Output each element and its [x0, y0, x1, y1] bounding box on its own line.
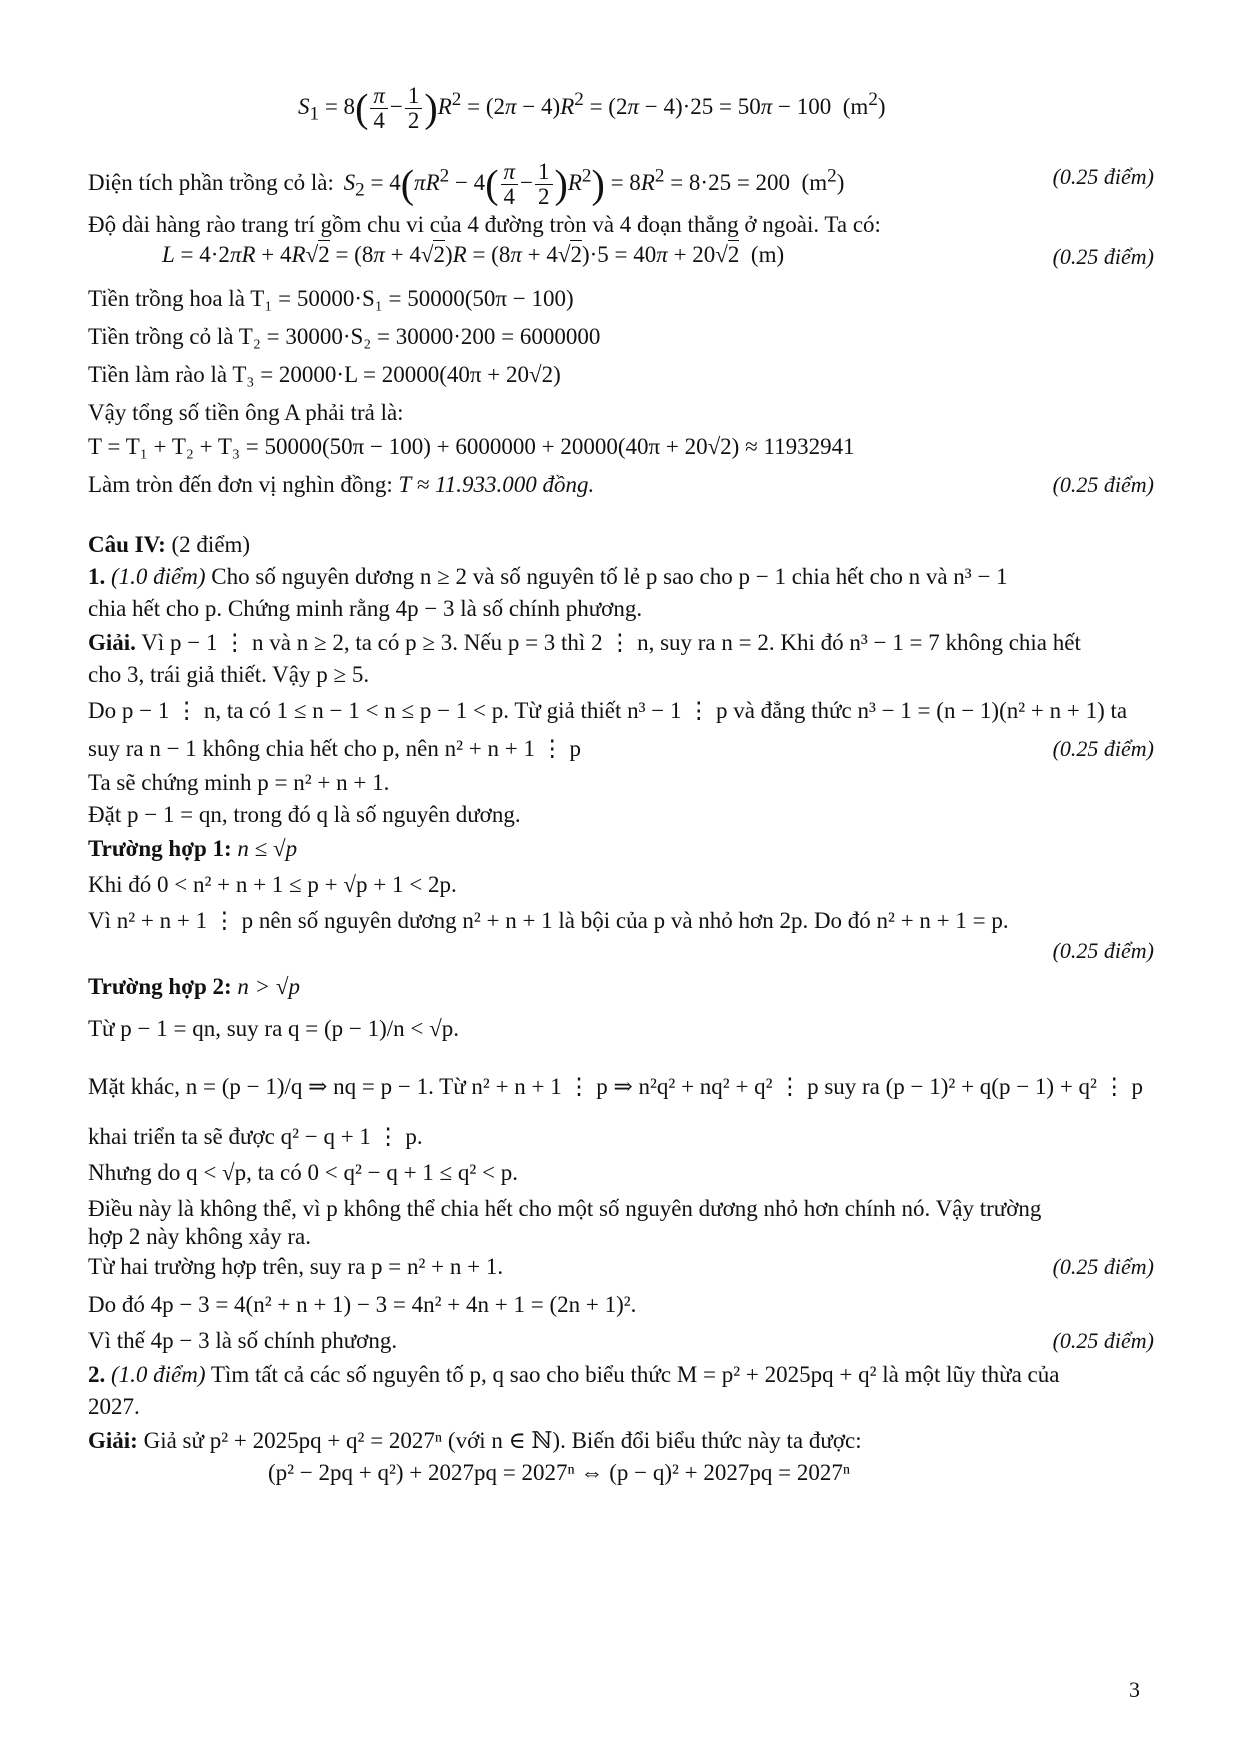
- line-s2: Diện tích phần trồng cỏ là: $S_2 = 4(\pi R^2 - 4$( $\frac{\pi}{4}$ − $\frac{1}{2}$ )$R^2) = 8R^2 = 8\cdot 25 = 200$ $(m^2)$: [88, 159, 845, 209]
- formula-s1: $S_1 = 8$( $\frac{\pi}{4}$ − $\frac{1}{2}$ )$R^2 = (2\pi - 4)R^2 = (2\pi - 4)\cdot 25 = 50\pi - 100$ $(m^2)$: [298, 83, 886, 133]
- problem2-solution-line2: (p² − 2pq + q²) + 2027pq = 2027ⁿ ⇔ (p − q)² + 2027pq = 2027ⁿ: [268, 1460, 851, 1485]
- line-t1: Tiền trồng hoa là T₁ = 50000·S₁ = 50000(50π − 100): [88, 286, 574, 311]
- problem2-line1: 2. (1.0 điểm) Tìm tất cả các số nguyên tố p, q sao cho biểu thức M = p² + 2025pq + q² là một lũy thừa của: [88, 1362, 1060, 1387]
- case2-line4: Nhưng do q < √p, ta có 0 < q² − q + 1 ≤ q² < p.: [88, 1160, 519, 1185]
- points-label: (0.25 điểm): [1052, 938, 1154, 963]
- points-label: (0.25 điểm): [1052, 736, 1154, 761]
- line-t3: Tiền làm rào là T₃ = 20000·L = 20000(40π + 20√2): [88, 362, 561, 387]
- solution-line1: Giải. Vì p − 1 ⋮ n và n ≥ 2, ta có p ≥ 3. Nếu p = 3 thì 2 ⋮ n, suy ra n = 2. Khi đó n³ − 1 = 7 không chia hết: [88, 630, 1081, 655]
- solution-line2: cho 3, trái giả thiết. Vậy p ≥ 5.: [88, 662, 370, 687]
- page-number: 3: [1129, 1677, 1140, 1702]
- problem2-solution-line1: Giải: Giả sử p² + 2025pq + q² = 2027ⁿ (với n ∈ ℕ). Biến đổi biểu thức này ta được:: [88, 1428, 862, 1453]
- line-total-formula: T = T₁ + T₂ + T₃ = 50000(50π − 100) + 6000000 + 20000(40π + 20√2) ≈ 11932941: [88, 434, 855, 459]
- conclusion-line1: Từ hai trường hợp trên, suy ra p = n² + n + 1.: [88, 1254, 504, 1279]
- line-t2: Tiền trồng cỏ là T₂ = 30000·S₂ = 30000·200 = 6000000: [88, 324, 601, 349]
- conclusion-line3: Vì thế 4p − 3 là số chính phương.: [88, 1328, 398, 1353]
- conclusion-line2: Do đó 4p − 3 = 4(n² + n + 1) − 3 = 4n² + 4n + 1 = (2n + 1)².: [88, 1292, 637, 1317]
- case2-heading: Trường hợp 2: n > √p: [88, 974, 301, 999]
- section-title: Câu IV: (2 điểm): [88, 532, 251, 557]
- solution-line3: Do p − 1 ⋮ n, ta có 1 ≤ n − 1 < n ≤ p − 1 < p. Từ giả thiết n³ − 1 ⋮ p và đẳng thức n³ − 1 = (n − 1)(n² + n + 1) ta: [88, 698, 1128, 723]
- solution-line6: Đặt p − 1 = qn, trong đó q là số nguyên dương.: [88, 802, 521, 827]
- case2-line5: Điều này là không thể, vì p không thể chia hết cho một số nguyên dương nhỏ hơn chính nó. Vậy trường: [88, 1196, 1042, 1221]
- points-label: (0.25 điểm): [1052, 472, 1154, 497]
- line-total-text: Vậy tổng số tiền ông A phải trả là:: [88, 400, 404, 425]
- points-label: (0.25 điểm): [1052, 244, 1154, 269]
- case1-line2: Vì n² + n + 1 ⋮ p nên số nguyên dương n² + n + 1 là bội của p và nhỏ hơn 2p. Do đó n² + n + 1 = p.: [88, 908, 1009, 933]
- case1-line1: Khi đó 0 < n² + n + 1 ≤ p + √p + 1 < 2p.: [88, 872, 457, 897]
- problem1-line1: 1. (1.0 điểm) Cho số nguyên dương n ≥ 2 và số nguyên tố lẻ p sao cho p − 1 chia hết cho n và n³ − 1: [88, 564, 1008, 589]
- solution-line4: suy ra n − 1 không chia hết cho p, nên n² + n + 1 ⋮ p: [88, 736, 581, 761]
- solution-line5: Ta sẽ chứng minh p = n² + n + 1.: [88, 770, 390, 795]
- formula-fence: L = 4·2πR + 4R√2 = (8π + 4√2)R = (8π + 4√2)·5 = 40π + 20√2 (m): [162, 242, 785, 267]
- points-label: (0.25 điểm): [1052, 1328, 1154, 1353]
- line-round: Làm tròn đến đơn vị nghìn đồng: T ≈ 11.933.000 đồng.: [88, 472, 595, 497]
- case1-heading: Trường hợp 1: n ≤ √p: [88, 836, 298, 861]
- problem1-line2: chia hết cho p. Chứng minh rằng 4p − 3 là số chính phương.: [88, 596, 643, 621]
- case2-line3: khai triển ta sẽ được q² − q + 1 ⋮ p.: [88, 1124, 423, 1149]
- case2-line1: Từ p − 1 = qn, suy ra q = (p − 1)/n < √p.: [88, 1016, 460, 1041]
- case2-line2: Mặt khác, n = (p − 1)/q ⇒ nq = p − 1. Từ n² + n + 1 ⋮ p ⇒ n²q² + nq² + q² ⋮ p suy ra (p − 1)² + q(p − 1) + q² ⋮ p: [88, 1074, 1143, 1099]
- problem2-line2: 2027.: [88, 1394, 140, 1419]
- case2-line6: hợp 2 này không xảy ra.: [88, 1224, 311, 1249]
- points-label: (0.25 điểm): [1052, 164, 1154, 189]
- points-label: (0.25 điểm): [1052, 1254, 1154, 1279]
- line-fence-text: Độ dài hàng rào trang trí gồm chu vi của 4 đường tròn và 4 đoạn thẳng ở ngoài. Ta có:: [88, 212, 881, 237]
